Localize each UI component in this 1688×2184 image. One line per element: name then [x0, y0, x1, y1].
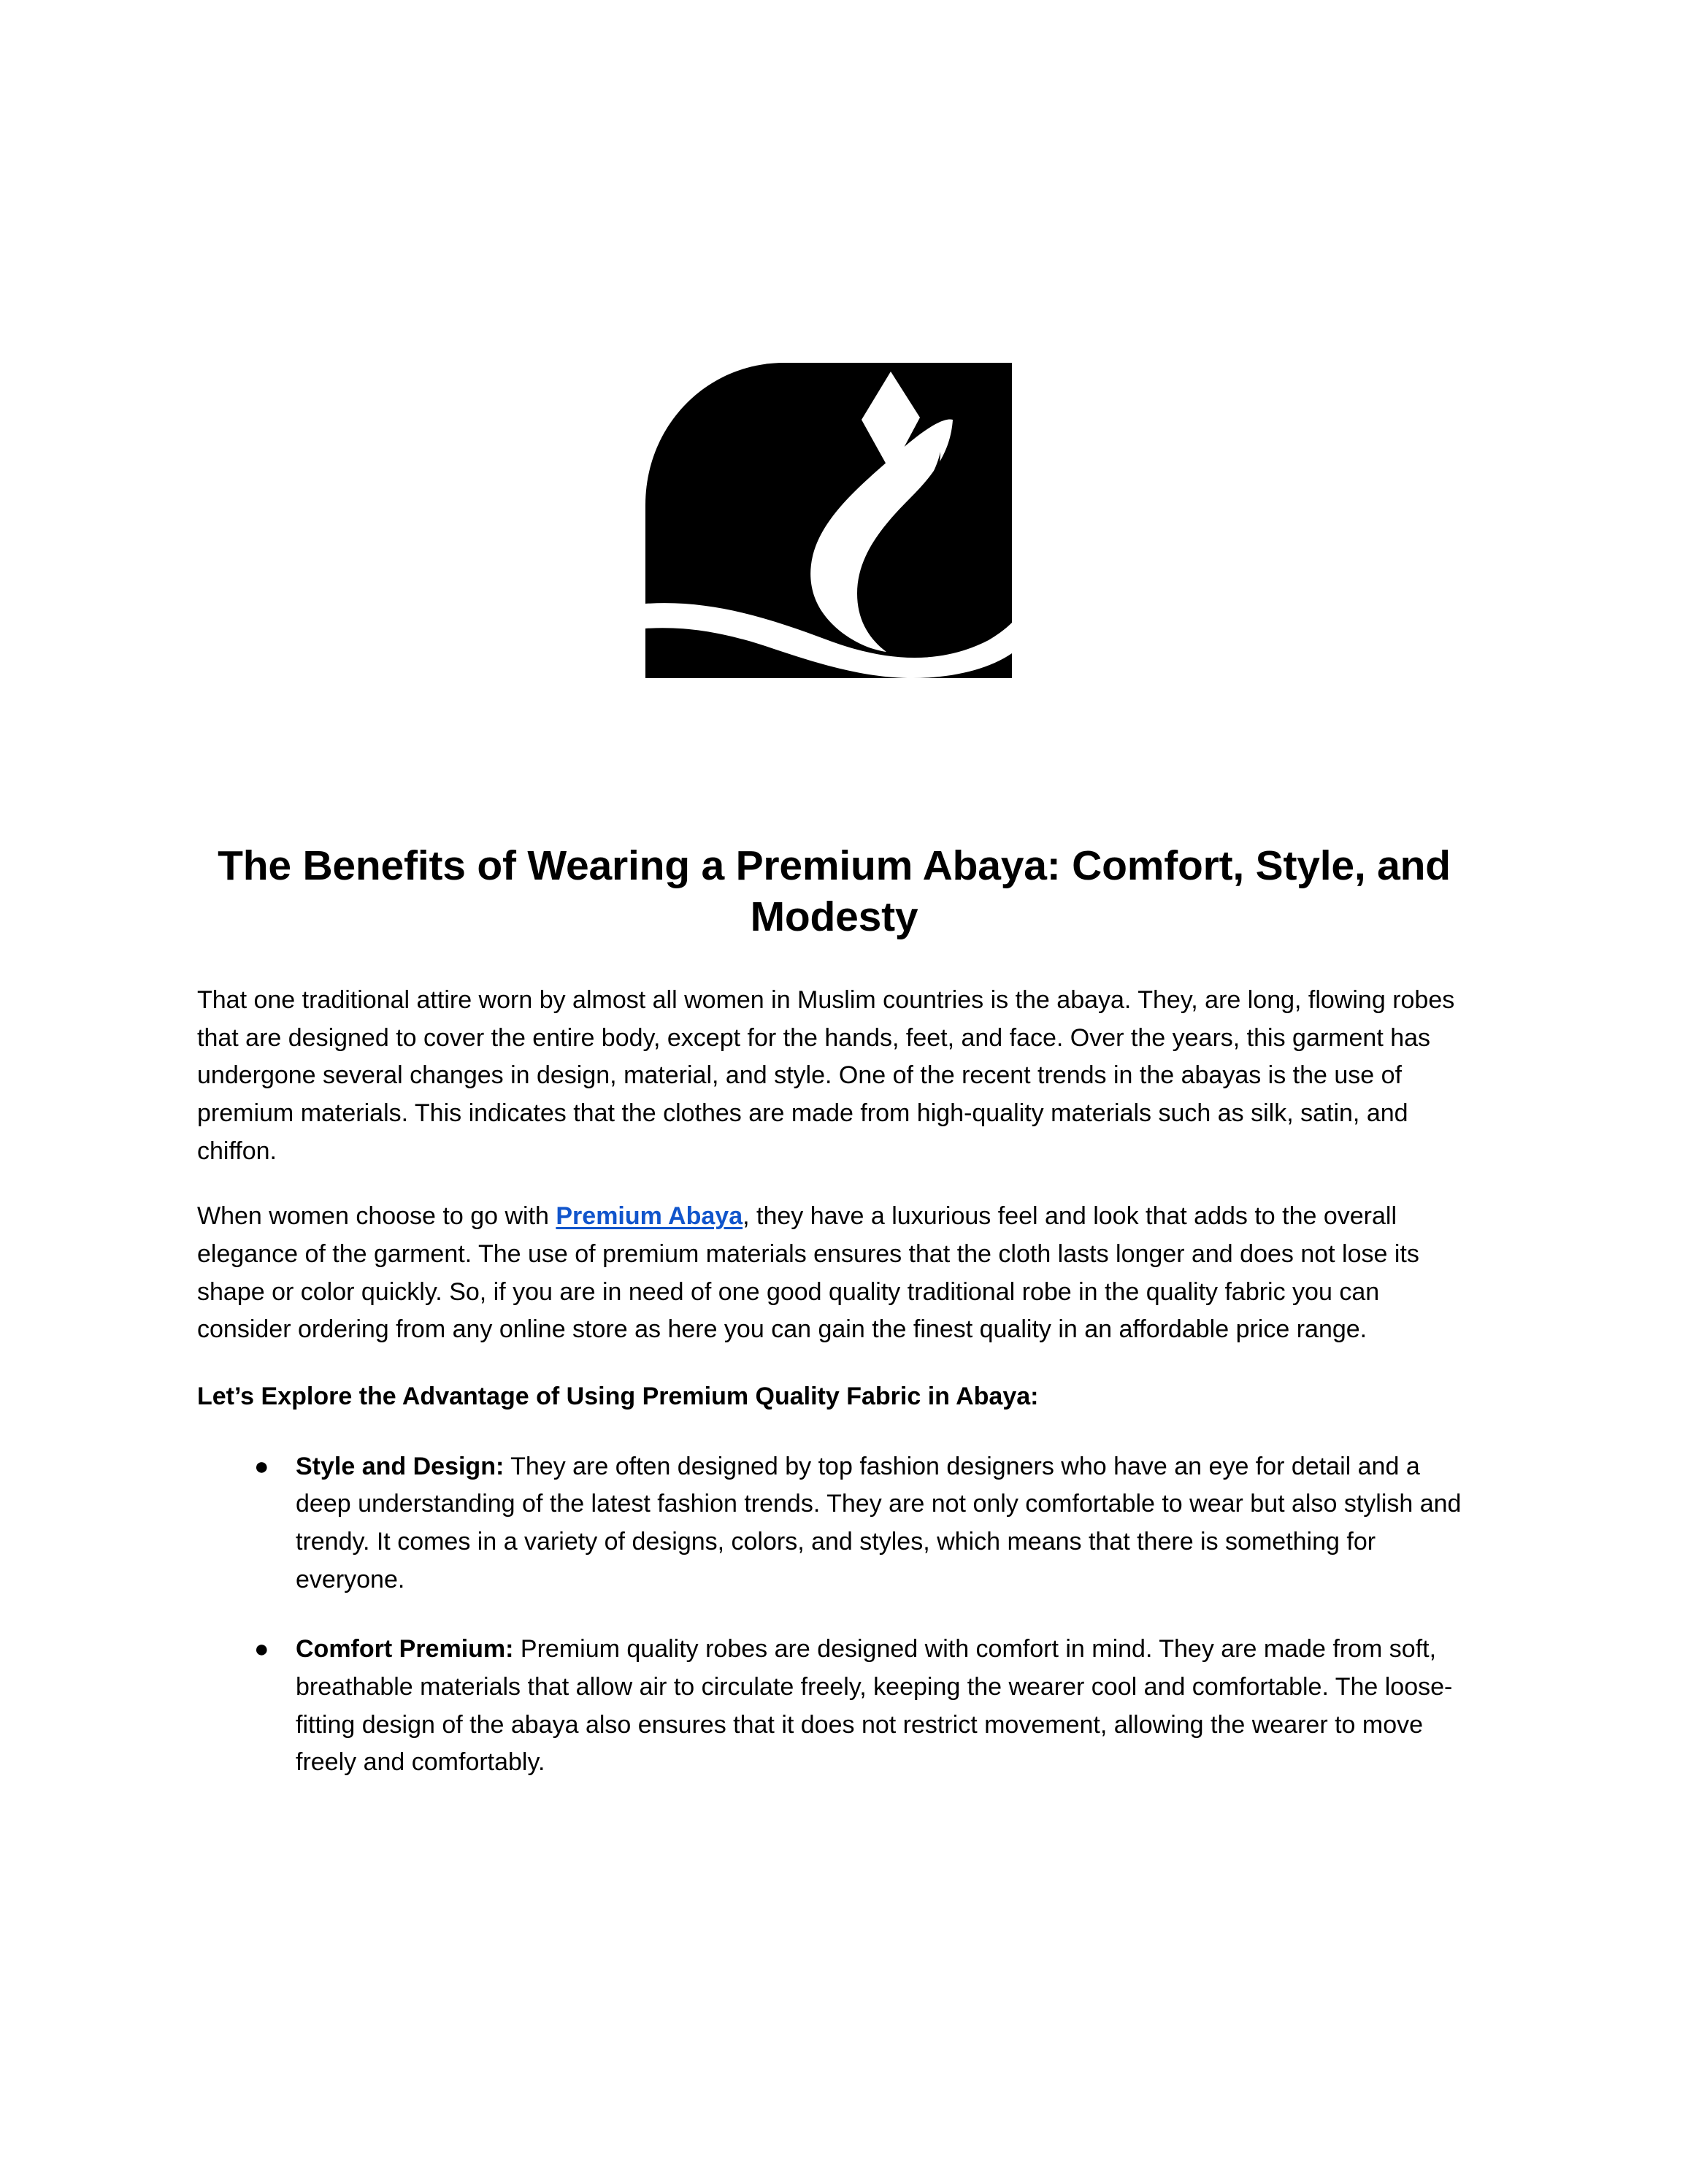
list-item-text: They are often designed by top fashion designers who have an eye for detail and a deep understanding of the latest fashion trends. They are not only comfortable to wear but also stylish and trendy. It comes in a variety of designs, colors, and styles, which means that there is something for everyone.	[296, 1452, 1462, 1593]
list-spacer	[197, 1599, 1471, 1631]
second-paragraph	[197, 1198, 1471, 1349]
bullet-point-icon: ●	[254, 1452, 269, 1480]
section-subheading: Let’s Explore the Advantage of Using Premium Quality Fabric in Abaya:	[197, 1383, 1039, 1411]
list-item	[197, 1448, 1471, 1599]
list-item-lead: Style and Design:	[296, 1452, 505, 1480]
list-item	[197, 1631, 1471, 1782]
list-item-text: Premium quality robes are designed with comfort in mind. They are made from soft, breathable materials that allow air to circulate freely, keeping the wearer cool and comfortable. The loose-fitting design of the abaya also ensures that it does not restrict movement, allowing the wearer to move freely and comfortably.	[296, 1635, 1453, 1777]
benefits-list	[197, 1448, 1471, 1782]
paragraph-text-before-link: When women choose to go with	[197, 1202, 556, 1231]
page-title: The Benefits of Wearing a Premium Abaya: Comfort, Style, and Modesty	[218, 842, 1451, 940]
document-body	[197, 841, 1471, 1782]
bullet-point-icon: ●	[254, 1635, 269, 1664]
premium-abaya-link[interactable]: Premium Abaya	[556, 1202, 743, 1231]
intro-paragraph: That one traditional attire worn by almost all women in Muslim countries is the abaya. They, are long, flowing robes that are designed to cover the entire body, except for the hands, feet, and face. Over the years, this garment has undergone several changes in design, material, and style. One of the recent trends in the abayas is the use of premium materials. This indicates that the clothes are made from high-quality materials such as silk, satin, and chiffon.	[197, 986, 1455, 1165]
brand-logo	[645, 363, 1012, 678]
list-item-lead: Comfort Premium:	[296, 1635, 514, 1664]
paragraph-text-after-link: , they have a luxurious feel and look that adds to the overall elegance of the garment. The use of premium materials ensures that the cloth lasts longer and does not lose its shape or color quickly. So, if you are in need of one good quality traditional robe in the quality fabric you can consider ordering from any online store as here you can gain the finest quality in an affordable price range.	[197, 1202, 1419, 1344]
